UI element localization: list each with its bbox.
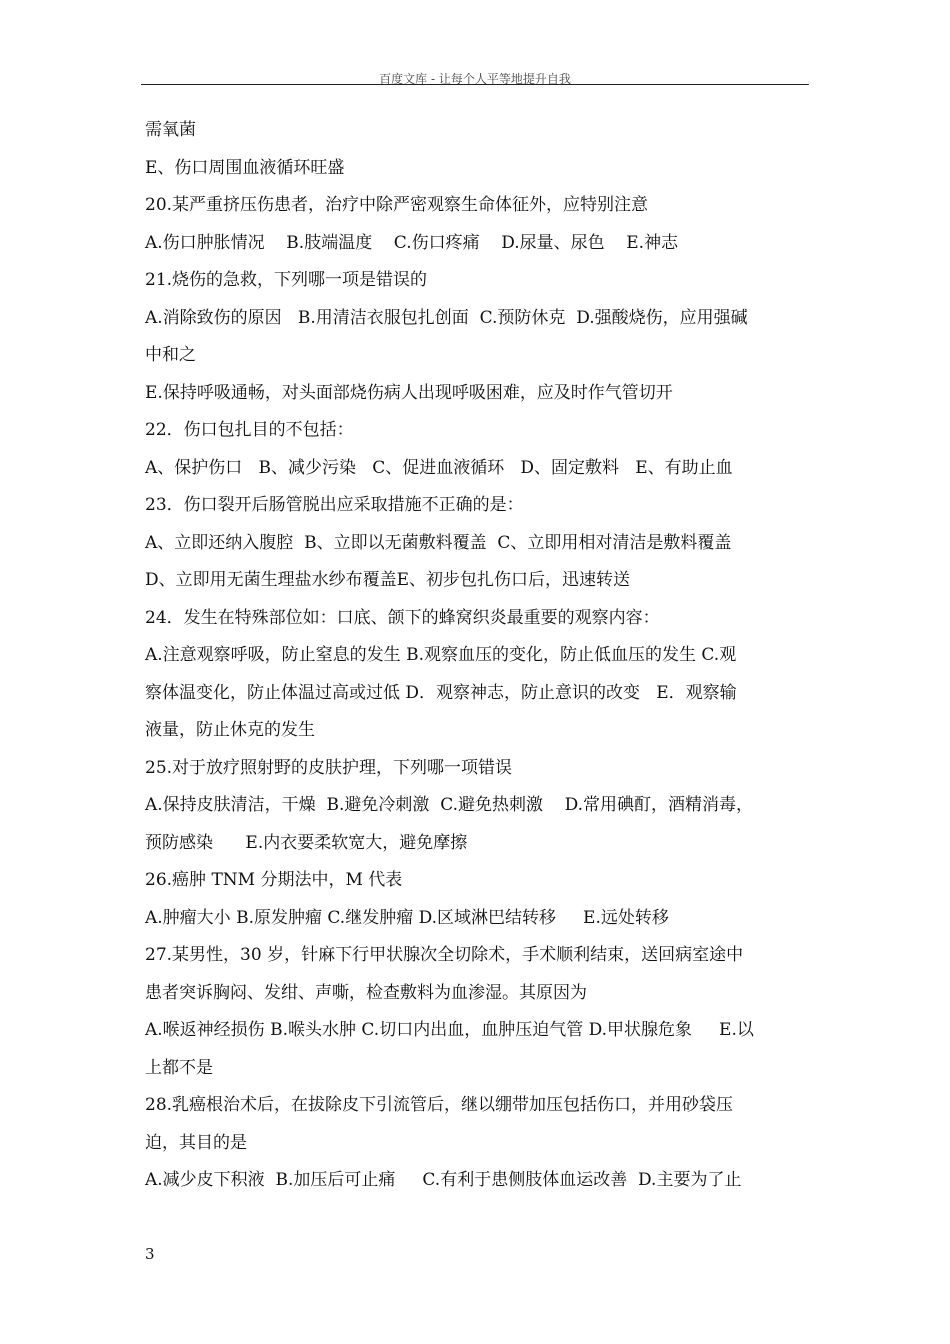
options-21-cont: E.保持呼吸通畅，对头面部烧伤病人出现呼吸困难，应及时作气管切开 — [145, 382, 673, 403]
question-26: 26.癌肿 TNM 分期法中，M 代表 — [145, 870, 403, 890]
question-28: 28.乳癌根治术后，在拔除皮下引流管后，继以绷带加压包括伤口，并用砂袋压 — [145, 1095, 734, 1115]
options-23: A、立即还纳入腹腔 B、立即以无菌敷料覆盖 C、立即用相对清洁是敷料覆盖 — [145, 532, 732, 553]
options-20: A.伤口肿胀情况 B.肢端温度 C.伤口疼痛 D.尿量、尿色 E.神志 — [145, 232, 679, 253]
question-21: 21.烧伤的急救，下列哪一项是错误的 — [145, 270, 428, 290]
options-24-cont: 察体温变化，防止体温过高或过低 D．观察神志，防止意识的改变 E．观察输 — [145, 682, 737, 703]
question-24: 24．发生在特殊部位如：口底、颌下的蜂窝织炎最重要的观察内容： — [145, 607, 660, 628]
text-line: E、伤口周围血液循环旺盛 — [145, 157, 345, 178]
options-21-cont: 中和之 — [145, 345, 196, 365]
header-divider — [141, 84, 809, 85]
text-line: 需氧菌 — [145, 120, 196, 140]
options-24-cont: 液量，防止休克的发生 — [145, 720, 315, 740]
options-25-cont: 预防感染 E.内衣要柔软宽大，避免摩擦 — [145, 832, 468, 853]
options-26: A.肿瘤大小 B.原发肿瘤 C.继发肿瘤 D.区域淋巴结转移 E.远处转移 — [145, 907, 669, 928]
options-23-cont: D、立即用无菌生理盐水纱布覆盖E、初步包扎伤口后，迅速转送 — [145, 570, 631, 590]
page-body — [145, 112, 809, 1200]
question-25: 25.对于放疗照射野的皮肤护理，下列哪一项错误 — [145, 757, 513, 778]
question-20: 20.某严重挤压伤患者，治疗中除严密观察生命体征外，应特别注意 — [145, 195, 649, 215]
options-22: A、保护伤口 B、减少污染 C、促进血液循环 D、固定敷料 E、有助止血 — [145, 457, 733, 478]
page-header: 百度文库 - 让每个人平等地提升自我 — [379, 72, 571, 86]
question-23: 23．伤口裂开后肠管脱出应采取措施不正确的是： — [145, 495, 524, 515]
page-number: 3 — [145, 1245, 155, 1263]
question-28-cont: 迫，其目的是 — [145, 1132, 247, 1153]
options-21: A.消除致伤的原因 B.用清洁衣服包扎创面 C.预防休克 D.强酸烧伤，应用强碱 — [145, 307, 748, 328]
options-27: A.喉返神经损伤 B.喉头水肿 C.切口内出血，血肿压迫气管 D.甲状腺危象 E.以 — [145, 1020, 754, 1040]
question-22: 22．伤口包扎目的不包括： — [145, 420, 354, 440]
question-27: 27.某男性，30 岁，针麻下行甲状腺次全切除术，手术顺利结束，送回病室途中 — [145, 945, 744, 965]
options-27-cont: 上都不是 — [145, 1057, 213, 1078]
options-24: A.注意观察呼吸，防止窒息的发生 B.观察血压的变化，防止低血压的发生 C.观 — [145, 645, 737, 665]
question-27-cont: 患者突诉胸闷、发绀、声嘶，检查敷料为血渗湿。其原因为 — [145, 982, 587, 1003]
options-28: A.减少皮下积液 B.加压后可止痛 C.有利于患侧肢体血运改善 D.主要为了止 — [145, 1170, 742, 1190]
options-25: A.保持皮肤清洁，干燥 B.避免冷刺激 C.避免热刺激 D.常用碘酊，酒精消毒， — [145, 795, 754, 815]
